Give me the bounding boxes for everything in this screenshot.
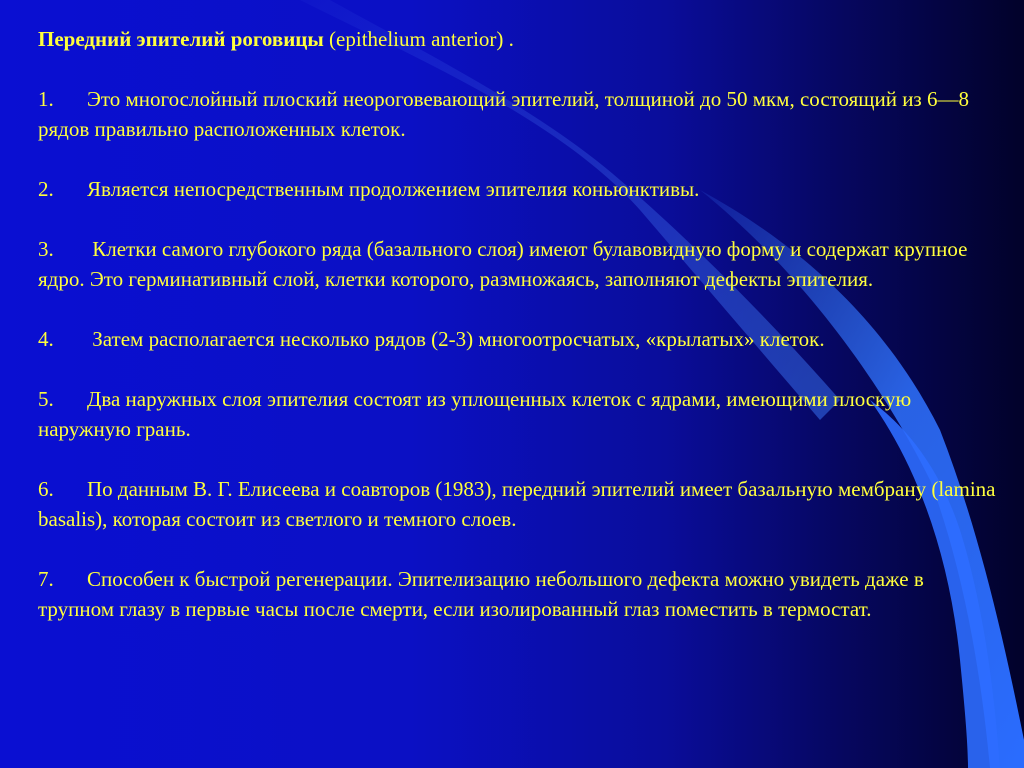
- list-item: [38, 564, 998, 624]
- list-item-text: Является непосредственным продолжением эпителия коньюнктивы.: [87, 177, 700, 201]
- list-item: [38, 234, 998, 294]
- list-item-text: По данным В. Г. Елисеева и соавторов (1983), передний эпителий имеет базальную мембрану (lamina basalis), которая состоит из светлого и темного слоев.: [38, 477, 996, 531]
- list-item-number: 4.: [38, 327, 54, 351]
- list-item-number: 3.: [38, 237, 54, 261]
- list-item-text: Затем располагается несколько рядов (2-3) многоотросчатых, «крылатых» клеток.: [87, 327, 825, 351]
- list-item-text: Способен к быстрой регенерации. Эпителизацию небольшого дефекта можно увидеть даже в трупном глазу в первые часы после смерти, если изолированный глаз поместить в термостат.: [38, 567, 924, 621]
- slide-title: [38, 24, 998, 54]
- list-item: [38, 324, 998, 354]
- list-item-number: 1.: [38, 87, 54, 111]
- list-item-number: 7.: [38, 567, 54, 591]
- list-item: [38, 84, 998, 144]
- list-item: [38, 174, 998, 204]
- list-item: [38, 384, 998, 444]
- slide-content: [38, 24, 998, 654]
- list-item-number: 6.: [38, 477, 54, 501]
- list-item-text: Это многослойный плоский неороговевающий эпителий, толщиной до 50 мкм, состоящий из 6—8 рядов правильно расположенных клеток.: [38, 87, 969, 141]
- list-item-text: Два наружных слоя эпителия состоят из уплощенных клеток с ядрами, имеющими плоскую наружную грань.: [38, 387, 912, 441]
- slide-title-latin: (epithelium anterior) .: [323, 27, 514, 51]
- list-item-number: 5.: [38, 387, 54, 411]
- list-item: [38, 474, 998, 534]
- list-item-number: 2.: [38, 177, 54, 201]
- slide-title-bold: Передний эпителий роговицы: [38, 27, 324, 51]
- list-item-text: Клетки самого глубокого ряда (базального слоя) имеют булавовидную форму и содержат крупное ядро. Это герминативный слой, клетки которого, размножаясь, заполняют дефекты эпителия.: [38, 237, 968, 291]
